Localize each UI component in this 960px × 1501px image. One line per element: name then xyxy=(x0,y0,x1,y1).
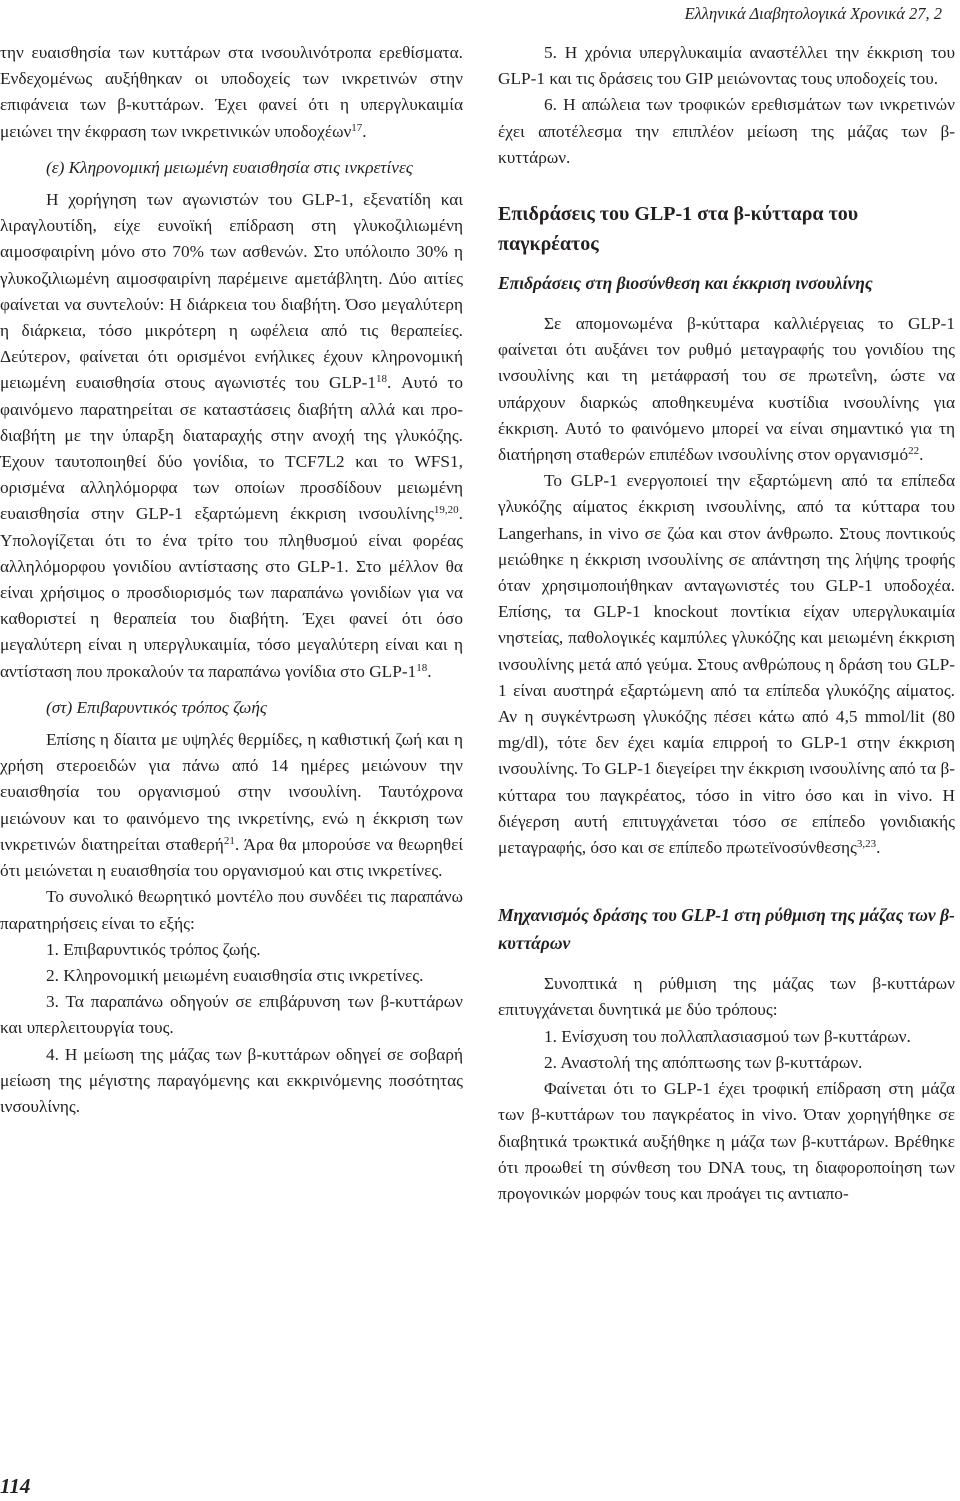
paragraph: Συνοπτικά η ρύθμιση της μάζας των β-κυττάρων επιτυγχάνεται δυνητικά με δύο τρόπους: xyxy=(498,974,955,1020)
citation: 3,23 xyxy=(856,838,877,851)
list-item: 6. Η απώλεια των τροφικών ερεθισμάτων των ινκρετινών έχει αποτέλεσμα την επιπλέον μείωση της μάζας των β-κυττάρων. xyxy=(498,95,955,167)
paragraph: Σε απομονωμένα β-κύτταρα καλλιέργειας το GLP-1 φαίνεται ότι αυξάνει τον ρυθμό μεταγραφής του γονιδίου της ινσουλίνης και τη μετάφρασή του σε πρωτεΐνη, ώστε να υπάρχουν διαρκώς αποθηκευμένα κυστίδια ινσουλίνης για έκκριση. Αυτό το φαινόμενο μπορεί να είναι σημαντικό για τη διατήρηση σταθερών επιπέδων ινσουλίνης στον οργανισμό$^{22}$. xyxy=(498,314,955,465)
paragraph: την ευαισθησία των κυττάρων στα ινσουλινότροπα ερεθίσματα. Ενδεχομένως αυξήθηκαν οι υποδοχείς των ινκρετινών στην επιφάνεια των β-κυττάρων. Έχει φανεί ότι η υπεργλυκαιμία μειώνει την έκφραση των ινκρετινικών υποδοχέων$^{17}$. xyxy=(0,43,463,141)
left-column xyxy=(0,40,463,1120)
section-heading: Επιδράσεις του GLP-1 στα β-κύτταρα του παγκρέατος xyxy=(498,203,859,256)
paragraph: Το συνολικό θεωρητικό μοντέλο που συνδέει τις παραπάνω παρατηρήσεις είναι το εξής: xyxy=(0,887,463,933)
citation: 21 xyxy=(223,834,235,847)
subsection-heading: Επιδράσεις στη βιοσύνθεση και έκκριση ινσουλίνης xyxy=(498,273,873,294)
list-item: 5. Η χρόνια υπεργλυκαιμία αναστέλλει την έκκριση του GLP-1 και τις δράσεις του GIP μειώνοντας τους υποδοχείς του. xyxy=(498,43,955,89)
right-column xyxy=(498,40,955,1207)
list-item: 2. Κληρονομική μειωμένη ευαισθησία στις ινκρετίνες. xyxy=(46,965,424,985)
citation: 18 xyxy=(416,661,428,674)
citation: 18 xyxy=(376,373,388,386)
paragraph: Το GLP-1 ενεργοποιεί την εξαρτώμενη από τα επίπεδα γλυκόζης αίματος έκκριση ινσουλίνης, από τα κύτταρα του Langerhans, in vivo σε ζώα και στον άνθρωπο. Στους ποντικούς μειώθηκε η έκκριση ινσουλίνης σε απάντηση της λήψης τροφής όταν χρησιμοποιήθηκαν ανταγωνιστές του GLP-1 υποδοχέα. Επίσης, τα GLP-1 knockout ποντίκια είχαν υπεργλυκαιμία νηστείας, παθολογικές καμπύλες γλυκόζης και μειωμένη έκκριση ινσουλίνης μετά από γεύμα. Στους ανθρώπους η δράση του GLP-1 είναι αυστηρά εξαρτώμενη από τα επίπεδα γλυκόζης αίματος. Αν η συγκέντρωση γλυκόζης πέσει κάτω από 4,5 mmol/lit (80 mg/dl), τότε δεν έχει καμία επιρροή το GLP-1 στην έκκριση ινσουλίνης. Το GLP-1 διεγείρει την έκκριση ινσουλίνης από τα β-κύτταρα του παγκρέατος, τόσο in vitro όσο και in vivo. Η διέγερση αυτή επιτυγχάνεται τόσο σε επίπεδο γονιδιακής μεταγραφής, όσο και σε επίπεδο πρωτεϊνοσύνθεσης$^{3,23}$. xyxy=(498,471,955,858)
list-item: 2. Αναστολή της απόπτωσης των β-κυττάρων. xyxy=(544,1052,863,1072)
subheading-e: (ε) Κληρονομική μειωμένη ευαισθησία στις ινκρετίνες xyxy=(46,157,413,177)
list-item: 3. Τα παραπάνω οδηγούν σε επιβάρυνση των β-κυττάρων και υπερλειτουργία τους. xyxy=(0,992,463,1038)
list-item: 1. Ενίσχυση του πολλαπλασιασμού των β-κυττάρων. xyxy=(544,1026,911,1046)
list-item: 1. Επιβαρυντικός τρόπος ζωής. xyxy=(46,939,261,959)
paragraph: Επίσης η δίαιτα με υψηλές θερμίδες, η καθιστική ζωή και η χρήση στεροειδών για πάνω από 14 ημέρες μειώνουν την ευαισθησία του οργανισμού στην ινσουλίνη. Ταυτόχρονα μειώνουν και το φαινόμενο της ινκρετίνης, ενώ η έκκριση των ινκρετινών διατηρείται σταθερή$^{21}$. Άρα θα μπορούσε να θεωρηθεί ότι μειώνεται η ευαισθησία του οργανισμού και στις ινκρετίνες. xyxy=(0,730,463,881)
running-head: Ελληνικά Διαβητολογικά Χρονικά 27, 2 xyxy=(684,4,942,23)
citation: 19,20 xyxy=(433,504,459,517)
subsection-heading: Μηχανισμός δράσης του GLP-1 στη ρύθμιση της μάζας των β-κυττάρων xyxy=(498,905,955,954)
page-number: 114 xyxy=(0,1474,31,1498)
subheading-st: (στ) Επιβαρυντικός τρόπος ζωής xyxy=(46,697,267,717)
citation: 17 xyxy=(351,121,363,134)
paragraph: Φαίνεται ότι το GLP-1 έχει τροφική επίδραση στη μάζα των β-κυττάρων του παγκρέατος in vivo. Όταν χορηγήθηκε σε διαβητικά τρωκτικά αυξήθηκε η μάζα των β-κυττάρων. Βρέθηκε ότι προωθεί τη σύνθεση του DNA τους, τη διαφοροποίηση των προγονικών μορφών τους και προάγει τις αντιαπο- xyxy=(498,1079,955,1203)
list-item: 4. Η μείωση της μάζας των β-κυττάρων οδηγεί σε σοβαρή μείωση της μέγιστης παραγόμενης και εκκρινόμενης ποσότητας ινσουλίνης. xyxy=(0,1044,463,1116)
paragraph: Η χορήγηση των αγωνιστών του GLP-1, εξενατίδη και λιραγλουτίδη, είχε ευνοϊκή επίδραση στη γλυκοζιλιωμένη αιμοσφαιρίνη μόνο στο 70% των ασθενών. Στο υπόλοιπο 30% η γλυκοζιλιωμένη αιμοσφαιρίνη παρέμεινε αμετάβλητη. Δύο αιτίες φαίνεται να συντελούν: Η διάρκεια του διαβήτη. Όσο μεγαλύτερη η διάρκεια, τόσο μικρότερη η ωφέλεια από τις θεραπείες. Δεύτερον, φαίνεται ότι ορισμένοι ενήλικες έχουν κληρονομική μειωμένη ευαισθησία στους αγωνιστές του GLP-$1^{18}$. Αυτό το φαινόμενο παρατηρείται σε καταστάσεις διαβήτη αλλά και προ-διαβήτη με την ύπαρξη διαταραχής στην ανοχή της γλυκόζης. Έχουν ταυτοποιηθεί δύο γονίδια, το TCF7L2 και το WFS1, ορισμένα αλληλόμορφα των οποίων προσδίδουν μειωμένη ευαισθησία στην GLP-1 εξαρτώμενη έκκριση ινσουλίνης$^{19,20}$. Υπολογίζεται ότι το ένα τρίτο του πληθυσμού είναι φορέας αλληλόμορφου γονιδίου αντίστασης στο GLP-1. Στο μέλλον θα είναι χρήσιμος ο προσδιορισμός των παραπάνω γονιδίων για να καθοριστεί η θεραπεία του διαβήτη. Έχει φανεί ότι όσο μεγαλύτερη είναι η υπεργλυκαιμία, τόσο μεγαλύτερη είναι και η αντίσταση που προκαλούν τα παραπάνω γονίδια στο GLP-$1^{18}$. xyxy=(0,190,464,681)
citation: 22 xyxy=(908,445,920,458)
